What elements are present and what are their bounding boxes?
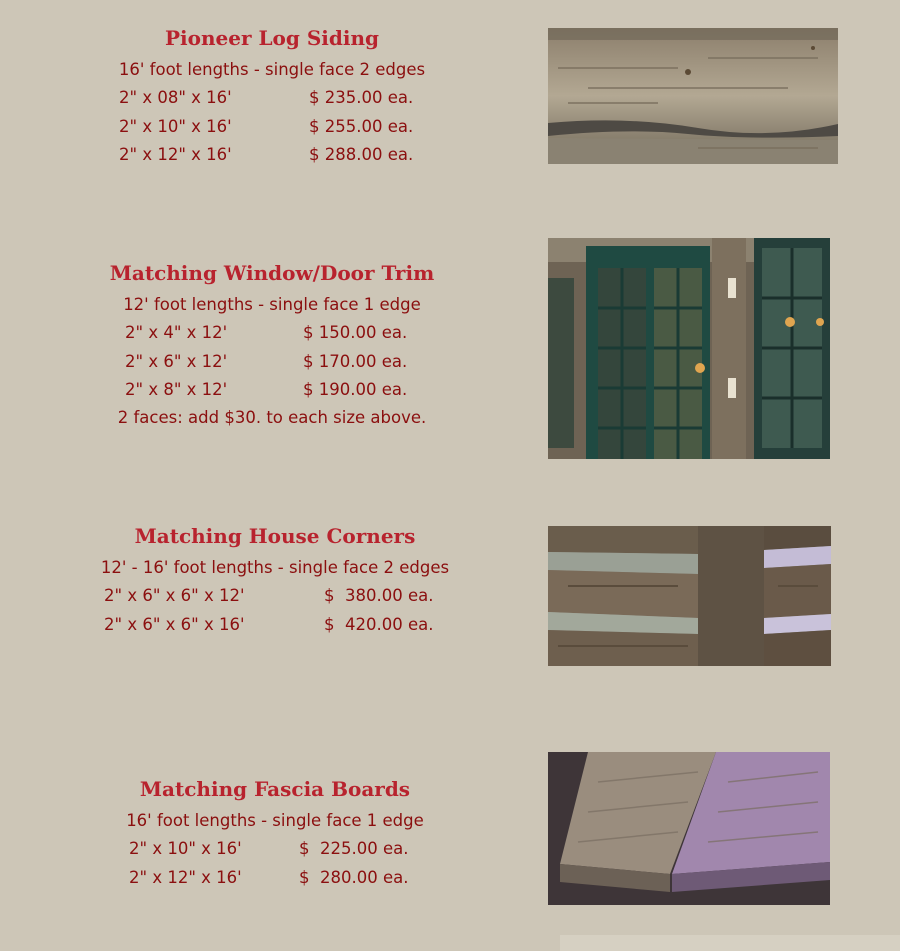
price-label: $ 288.00 ea.	[309, 144, 414, 164]
price-label: $ 255.00 ea.	[309, 116, 414, 136]
size-label: 2" x 4" x 12'	[125, 323, 228, 343]
size-label: 2" x 10" x 16'	[129, 839, 242, 859]
lengths-text: 12' foot lengths - single face 1 edge	[123, 295, 421, 314]
price-row	[60, 864, 490, 892]
section-log-siding	[60, 26, 484, 169]
section-house-corners	[60, 524, 490, 639]
price-label: $ 420.00 ea.	[324, 614, 434, 634]
footer-strip	[560, 935, 900, 951]
price-row	[60, 376, 484, 404]
price-label: $ 280.00 ea.	[299, 867, 409, 887]
size-label: 2" x 6" x 6" x 12'	[104, 586, 245, 606]
size-label: 2" x 8" x 12'	[125, 379, 228, 399]
price-label: $ 190.00 ea.	[303, 379, 408, 399]
section-title: Matching House Corners	[134, 524, 416, 548]
window-door-trim-photo	[548, 238, 830, 459]
section-fascia-boards	[60, 777, 490, 892]
size-label: 2" x 10" x 16'	[119, 116, 232, 136]
price-row	[60, 611, 490, 639]
price-row	[60, 348, 484, 376]
lengths-text: 16' foot lengths - single face 1 edge	[126, 811, 424, 830]
section-title: Matching Window/Door Trim	[109, 261, 435, 285]
price-row	[60, 582, 490, 610]
price-label: $ 380.00 ea.	[324, 586, 434, 606]
lengths-text: 12' - 16' foot lengths - single face 2 edges	[100, 558, 450, 577]
price-row	[60, 319, 484, 347]
house-corners-photo	[548, 526, 831, 666]
price-label: $ 150.00 ea.	[303, 323, 408, 343]
price-row	[60, 141, 484, 169]
price-label: $ 235.00 ea.	[309, 88, 414, 108]
section-title: Pioneer Log Siding	[165, 26, 379, 50]
lengths-text: 16' foot lengths - single face 2 edges	[118, 60, 426, 79]
size-label: 2" x 12" x 16'	[119, 144, 232, 164]
price-label: $ 170.00 ea.	[303, 351, 408, 371]
section-window-door-trim	[60, 261, 484, 432]
price-row	[60, 113, 484, 141]
size-label: 2" x 6" x 12'	[125, 351, 228, 371]
size-label: 2" x 08" x 16'	[119, 88, 232, 108]
log-siding-photo	[548, 28, 838, 164]
price-label: $ 225.00 ea.	[299, 839, 409, 859]
size-label: 2" x 12" x 16'	[129, 867, 242, 887]
size-label: 2" x 6" x 6" x 16'	[104, 614, 245, 634]
section-title: Matching Fascia Boards	[139, 777, 411, 801]
price-row	[60, 835, 490, 863]
fascia-boards-photo	[548, 752, 830, 905]
price-row	[60, 84, 484, 112]
note-text: 2 faces: add $30. to each size above.	[117, 408, 427, 428]
